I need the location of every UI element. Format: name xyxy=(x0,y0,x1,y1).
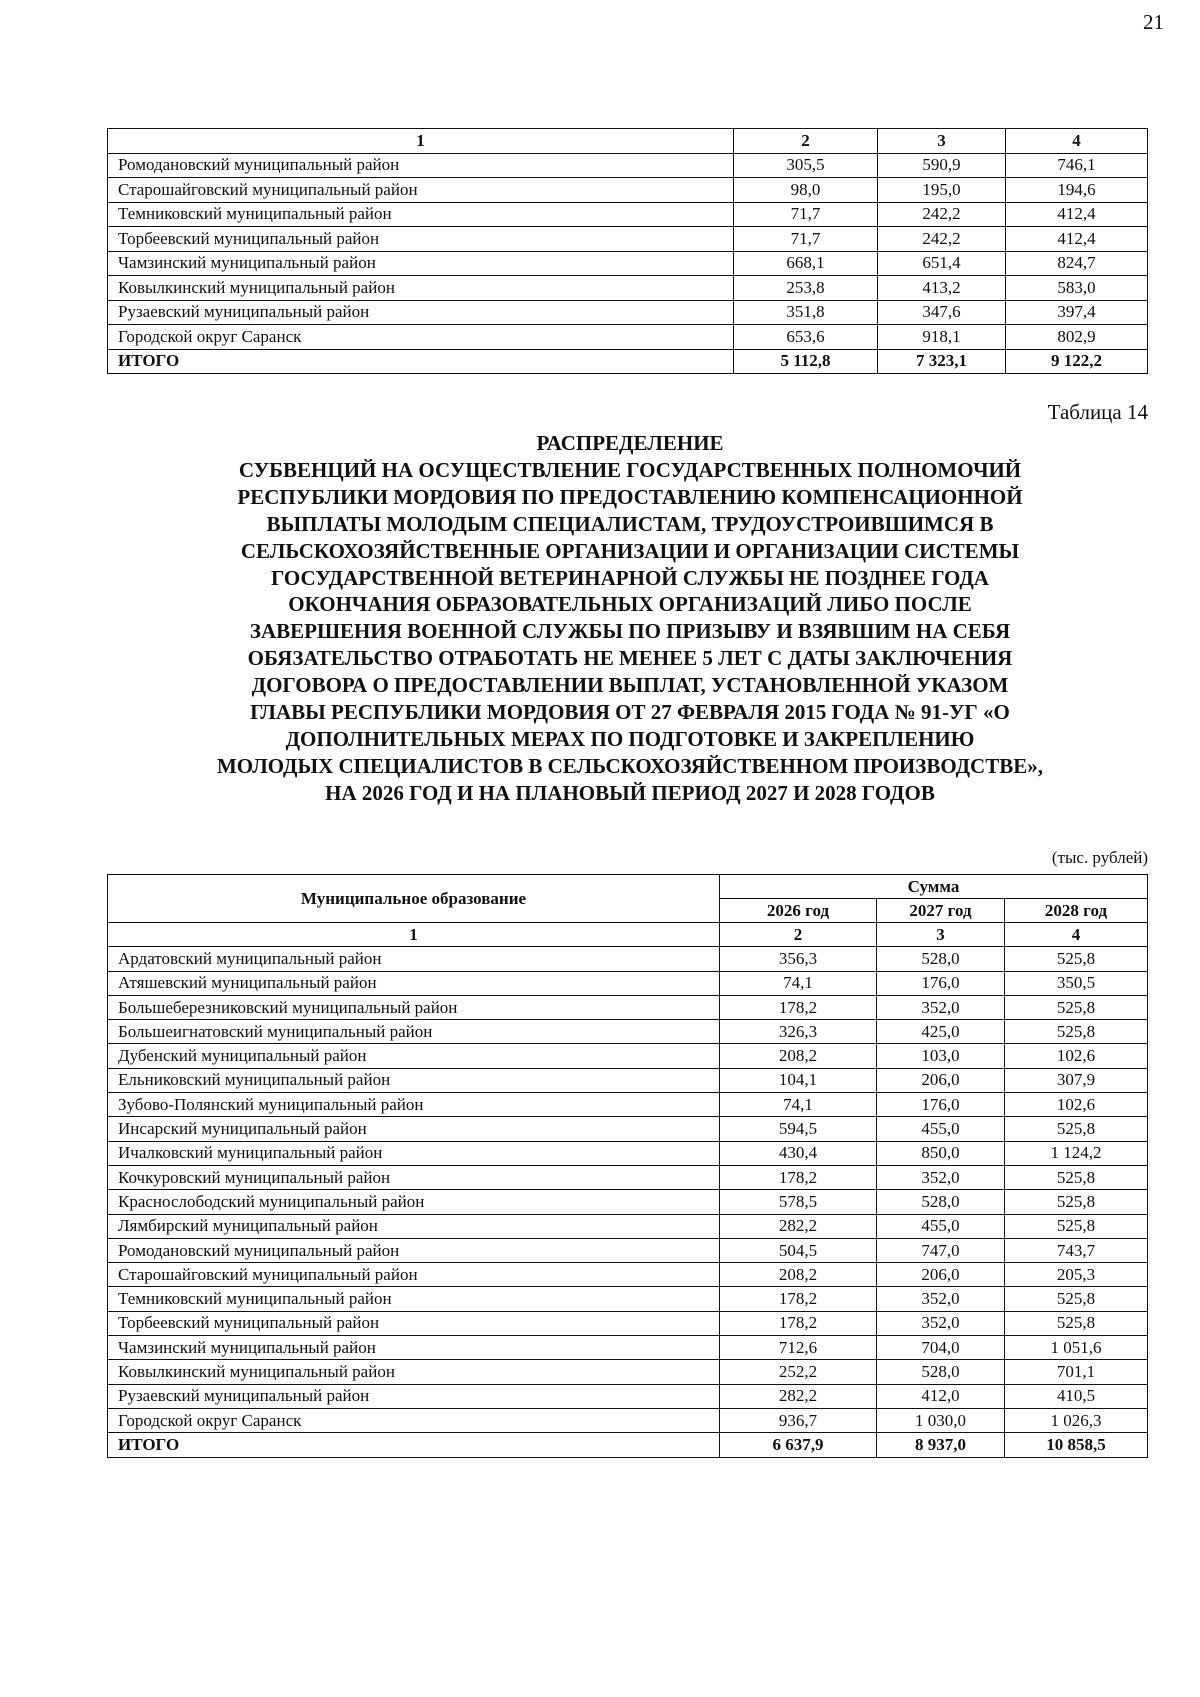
table-row xyxy=(108,1141,1148,1165)
municipality-name: Дубенский муниципальный район xyxy=(108,1044,720,1068)
value-2026: 208,2 xyxy=(720,1263,877,1287)
municipality-name: Торбеевский муниципальный район xyxy=(108,1311,720,1335)
total-value: 5 112,8 xyxy=(734,349,878,374)
value-2028: 1 051,6 xyxy=(1005,1336,1148,1360)
value-2026: 504,5 xyxy=(720,1238,877,1262)
table-row xyxy=(108,1093,1148,1117)
value-cell: 195,0 xyxy=(878,178,1006,203)
value-2026: 326,3 xyxy=(720,1020,877,1044)
value-2026: 356,3 xyxy=(720,947,877,971)
total-row xyxy=(108,1433,1148,1457)
value-2027: 206,0 xyxy=(877,1068,1005,1092)
value-cell: 412,4 xyxy=(1006,227,1148,252)
column-number: 3 xyxy=(877,923,1005,947)
municipality-name: Инсарский муниципальный район xyxy=(108,1117,720,1141)
value-2026: 252,2 xyxy=(720,1360,877,1384)
value-2026: 74,1 xyxy=(720,1093,877,1117)
title-line: НА 2026 ГОД И НА ПЛАНОВЫЙ ПЕРИОД 2027 И 2028 ГОДОВ xyxy=(325,780,935,805)
value-2027: 176,0 xyxy=(877,1093,1005,1117)
total-2028: 10 858,5 xyxy=(1005,1433,1148,1457)
municipality-name: Ардатовский муниципальный район xyxy=(108,947,720,971)
value-2028: 410,5 xyxy=(1005,1384,1148,1408)
municipality-name: Большеберезниковский муниципальный район xyxy=(108,995,720,1019)
column-number: 3 xyxy=(878,129,1006,154)
municipality-name: Темниковский муниципальный район xyxy=(108,1287,720,1311)
units-label: (тыс. рублей) xyxy=(1051,848,1148,867)
title-line: ДОПОЛНИТЕЛЬНЫХ МЕРАХ ПО ПОДГОТОВКЕ И ЗАКРЕПЛЕНИЮ xyxy=(285,726,975,751)
value-2026: 282,2 xyxy=(720,1214,877,1238)
value-2027: 206,0 xyxy=(877,1263,1005,1287)
value-2027: 704,0 xyxy=(877,1336,1005,1360)
table-row xyxy=(108,1117,1148,1141)
value-2026: 282,2 xyxy=(720,1384,877,1408)
value-cell: 590,9 xyxy=(878,153,1006,178)
value-2027: 850,0 xyxy=(877,1141,1005,1165)
value-cell: 918,1 xyxy=(878,325,1006,350)
value-2026: 712,6 xyxy=(720,1336,877,1360)
table-row xyxy=(108,1020,1148,1044)
value-2027: 352,0 xyxy=(877,995,1005,1019)
table-header-row xyxy=(108,875,1148,899)
value-2028: 525,8 xyxy=(1005,995,1148,1019)
table-row xyxy=(108,1384,1148,1408)
total-2026: 6 637,9 xyxy=(720,1433,877,1457)
table-numbering-row xyxy=(108,923,1148,947)
value-2027: 176,0 xyxy=(877,971,1005,995)
value-2026: 430,4 xyxy=(720,1141,877,1165)
column-number: 4 xyxy=(1005,923,1148,947)
value-2028: 525,8 xyxy=(1005,1117,1148,1141)
column-number: 1 xyxy=(108,129,734,154)
column-header-year: 2027 год xyxy=(877,899,1005,923)
table-row xyxy=(108,947,1148,971)
value-2026: 178,2 xyxy=(720,1165,877,1189)
column-number: 4 xyxy=(1006,129,1148,154)
municipality-name: Ковылкинский муниципальный район xyxy=(108,276,734,301)
value-2026: 594,5 xyxy=(720,1117,877,1141)
value-2028: 525,8 xyxy=(1005,1190,1148,1214)
total-label: ИТОГО xyxy=(108,349,734,374)
value-2026: 578,5 xyxy=(720,1190,877,1214)
value-2027: 352,0 xyxy=(877,1287,1005,1311)
value-cell: 802,9 xyxy=(1006,325,1148,350)
table-row xyxy=(108,202,1148,227)
value-2026: 208,2 xyxy=(720,1044,877,1068)
municipality-name: Ичалковский муниципальный район xyxy=(108,1141,720,1165)
municipality-name: Старошайговский муниципальный район xyxy=(108,178,734,203)
value-2028: 307,9 xyxy=(1005,1068,1148,1092)
value-2028: 525,8 xyxy=(1005,1287,1148,1311)
table-row xyxy=(108,1165,1148,1189)
top-table xyxy=(107,128,1148,374)
table-row xyxy=(108,1360,1148,1384)
column-number: 1 xyxy=(108,923,720,947)
total-row xyxy=(108,349,1148,374)
distribution-table xyxy=(107,874,1148,1458)
municipality-name: Краснослободский муниципальный район xyxy=(108,1190,720,1214)
value-2028: 525,8 xyxy=(1005,1214,1148,1238)
table-row xyxy=(108,1238,1148,1262)
value-2026: 178,2 xyxy=(720,995,877,1019)
table-row xyxy=(108,1044,1148,1068)
column-number: 2 xyxy=(734,129,878,154)
value-2026: 104,1 xyxy=(720,1068,877,1092)
document-title xyxy=(160,430,1100,807)
value-2028: 743,7 xyxy=(1005,1238,1148,1262)
total-label: ИТОГО xyxy=(108,1433,720,1457)
title-line: ГЛАВЫ РЕСПУБЛИКИ МОРДОВИЯ ОТ 27 ФЕВРАЛЯ 2015 ГОДА № 91-УГ «О xyxy=(250,700,1010,725)
title-line: СУБВЕНЦИЙ НА ОСУЩЕСТВЛЕНИЕ ГОСУДАРСТВЕННЫХ ПОЛНОМОЧИЙ xyxy=(238,457,1022,482)
municipality-name: Рузаевский муниципальный район xyxy=(108,300,734,325)
value-2027: 352,0 xyxy=(877,1311,1005,1335)
municipality-name: Атяшевский муниципальный район xyxy=(108,971,720,995)
value-cell: 71,7 xyxy=(734,227,878,252)
municipality-name: Чамзинский муниципальный район xyxy=(108,251,734,276)
value-2028: 525,8 xyxy=(1005,1020,1148,1044)
value-cell: 413,2 xyxy=(878,276,1006,301)
value-2027: 528,0 xyxy=(877,1190,1005,1214)
value-2027: 103,0 xyxy=(877,1044,1005,1068)
title-line: ГОСУДАРСТВЕННОЙ ВЕТЕРИНАРНОЙ СЛУЖБЫ НЕ ПОЗДНЕЕ ГОДА xyxy=(271,565,989,590)
table-row xyxy=(108,1311,1148,1335)
table-label: Таблица 14 xyxy=(1047,400,1148,424)
table-row xyxy=(108,276,1148,301)
value-cell: 71,7 xyxy=(734,202,878,227)
municipality-name: Лямбирский муниципальный район xyxy=(108,1214,720,1238)
value-cell: 824,7 xyxy=(1006,251,1148,276)
municipality-name: Городской округ Саранск xyxy=(108,325,734,350)
table-row xyxy=(108,325,1148,350)
title-line: МОЛОДЫХ СПЕЦИАЛИСТОВ В СЕЛЬСКОХОЗЯЙСТВЕННОМ ПРОИЗВОДСТВЕ», xyxy=(216,753,1043,778)
value-2027: 352,0 xyxy=(877,1165,1005,1189)
table-row xyxy=(108,153,1148,178)
table-row xyxy=(108,227,1148,252)
value-cell: 242,2 xyxy=(878,202,1006,227)
column-header-municipality: Муниципальное образование xyxy=(108,875,720,923)
municipality-name: Торбеевский муниципальный район xyxy=(108,227,734,252)
value-2028: 1 124,2 xyxy=(1005,1141,1148,1165)
column-number: 2 xyxy=(720,923,877,947)
page-number: 21 xyxy=(1143,10,1164,34)
value-2026: 74,1 xyxy=(720,971,877,995)
table-row xyxy=(108,995,1148,1019)
value-2028: 1 026,3 xyxy=(1005,1408,1148,1432)
table-row xyxy=(108,300,1148,325)
value-2026: 178,2 xyxy=(720,1287,877,1311)
total-2027: 8 937,0 xyxy=(877,1433,1005,1457)
table-row xyxy=(108,178,1148,203)
table-row xyxy=(108,971,1148,995)
municipality-name: Ковылкинский муниципальный район xyxy=(108,1360,720,1384)
value-cell: 253,8 xyxy=(734,276,878,301)
table-row xyxy=(108,1408,1148,1432)
title-line: РАСПРЕДЕЛЕНИЕ xyxy=(536,431,724,455)
value-cell: 746,1 xyxy=(1006,153,1148,178)
municipality-name: Большеигнатовский муниципальный район xyxy=(108,1020,720,1044)
value-cell: 347,6 xyxy=(878,300,1006,325)
value-2027: 528,0 xyxy=(877,1360,1005,1384)
total-value: 9 122,2 xyxy=(1006,349,1148,374)
municipality-name: Рузаевский муниципальный район xyxy=(108,1384,720,1408)
value-cell: 651,4 xyxy=(878,251,1006,276)
title-line: ВЫПЛАТЫ МОЛОДЫМ СПЕЦИАЛИСТАМ, ТРУДОУСТРОИВШИМСЯ В xyxy=(266,511,994,536)
value-2027: 455,0 xyxy=(877,1117,1005,1141)
value-2028: 350,5 xyxy=(1005,971,1148,995)
municipality-name: Кочкуровский муниципальный район xyxy=(108,1165,720,1189)
value-2028: 205,3 xyxy=(1005,1263,1148,1287)
value-cell: 653,6 xyxy=(734,325,878,350)
value-2027: 455,0 xyxy=(877,1214,1005,1238)
title-line: ОБЯЗАТЕЛЬСТВО ОТРАБОТАТЬ НЕ МЕНЕЕ 5 ЛЕТ С ДАТЫ ЗАКЛЮЧЕНИЯ xyxy=(247,646,1013,671)
total-value: 7 323,1 xyxy=(878,349,1006,374)
table-row xyxy=(108,1214,1148,1238)
column-header-year: 2028 год xyxy=(1005,899,1148,923)
column-header-year: 2026 год xyxy=(720,899,877,923)
value-cell: 397,4 xyxy=(1006,300,1148,325)
value-2028: 102,6 xyxy=(1005,1093,1148,1117)
value-cell: 305,5 xyxy=(734,153,878,178)
municipality-name: Старошайговский муниципальный район xyxy=(108,1263,720,1287)
municipality-name: Темниковский муниципальный район xyxy=(108,202,734,227)
table-row xyxy=(108,1190,1148,1214)
value-cell: 583,0 xyxy=(1006,276,1148,301)
value-cell: 194,6 xyxy=(1006,178,1148,203)
municipality-name: Ромодановский муниципальный район xyxy=(108,153,734,178)
value-2027: 747,0 xyxy=(877,1238,1005,1262)
value-cell: 351,8 xyxy=(734,300,878,325)
table-row xyxy=(108,1263,1148,1287)
municipality-name: Ельниковский муниципальный район xyxy=(108,1068,720,1092)
table-row xyxy=(108,1068,1148,1092)
title-line: ДОГОВОРА О ПРЕДОСТАВЛЕНИИ ВЫПЛАТ, УСТАНОВЛЕННОЙ УКАЗОМ xyxy=(251,673,1009,698)
municipality-name: Зубово-Полянский муниципальный район xyxy=(108,1093,720,1117)
value-2028: 102,6 xyxy=(1005,1044,1148,1068)
value-2026: 178,2 xyxy=(720,1311,877,1335)
value-2027: 412,0 xyxy=(877,1384,1005,1408)
municipality-name: Городской округ Саранск xyxy=(108,1408,720,1432)
table-row xyxy=(108,1336,1148,1360)
table-row xyxy=(108,1287,1148,1311)
value-2027: 1 030,0 xyxy=(877,1408,1005,1432)
value-cell: 668,1 xyxy=(734,251,878,276)
title-line: СЕЛЬСКОХОЗЯЙСТВЕННЫЕ ОРГАНИЗАЦИИ И ОРГАНИЗАЦИИ СИСТЕМЫ xyxy=(240,538,1020,563)
title-line: ЗАВЕРШЕНИЯ ВОЕННОЙ СЛУЖБЫ ПО ПРИЗЫВУ И ВЗЯВШИМ НА СЕБЯ xyxy=(249,619,1011,644)
value-2027: 528,0 xyxy=(877,947,1005,971)
municipality-name: Ромодановский муниципальный район xyxy=(108,1238,720,1262)
title-line: РЕСПУБЛИКИ МОРДОВИЯ ПО ПРЕДОСТАВЛЕНИЮ КОМПЕНСАЦИОННОЙ xyxy=(237,484,1023,509)
value-cell: 98,0 xyxy=(734,178,878,203)
value-cell: 412,4 xyxy=(1006,202,1148,227)
title-line: ОКОНЧАНИЯ ОБРАЗОВАТЕЛЬНЫХ ОРГАНИЗАЦИЙ ЛИБО ПОСЛЕ xyxy=(288,592,972,617)
value-2028: 525,8 xyxy=(1005,947,1148,971)
value-2026: 936,7 xyxy=(720,1408,877,1432)
column-header-sum: Сумма xyxy=(720,875,1148,899)
table-row xyxy=(108,251,1148,276)
value-2028: 701,1 xyxy=(1005,1360,1148,1384)
value-cell: 242,2 xyxy=(878,227,1006,252)
value-2028: 525,8 xyxy=(1005,1165,1148,1189)
value-2027: 425,0 xyxy=(877,1020,1005,1044)
table-header-row xyxy=(108,129,1148,154)
municipality-name: Чамзинский муниципальный район xyxy=(108,1336,720,1360)
value-2028: 525,8 xyxy=(1005,1311,1148,1335)
